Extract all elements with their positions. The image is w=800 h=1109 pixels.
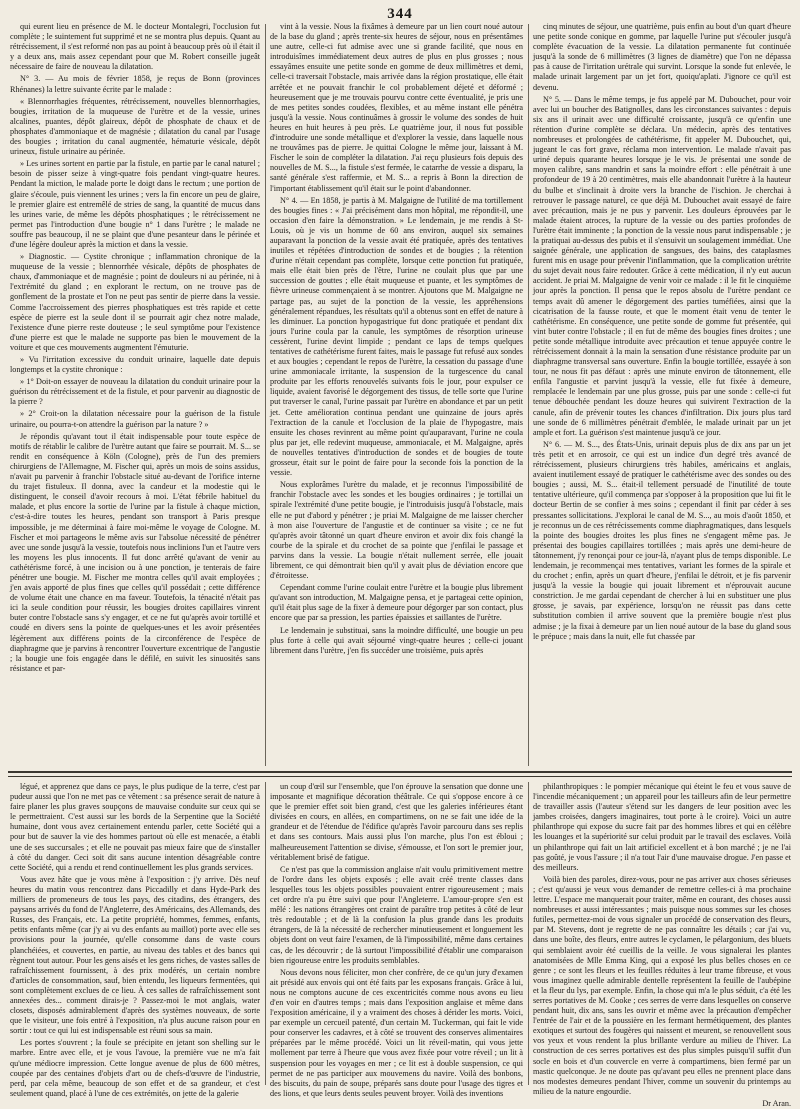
paragraph: légué, et apprenez que dans ce pays, le plus pudique de la terre, c'est par pudeur aussi que l'on ne met pas ce vêtement : sa présence serait de nature à faire planer les plus graves soupçons de mauvaise conduite sur ceux qui se le permettraient. C'est aussi sur les bords de la Serpentine que la Société humaine, dont vous avez certainement entendu parler, cette Société qui a pour but de sauver la vie des hommes partout où elle est menacée, a établi une de ses succursales ; et elle ne pouvait pas mieux faire que de s'installer à côté du danger. Ceci soit dit sans aucune intention désagréable contre cette Société, qui a rendu et rend continuellement les plus grands services.	[10, 782, 260, 872]
bottom-column-3	[533, 782, 791, 1108]
top-column-3	[533, 22, 791, 767]
top-column-1	[10, 22, 260, 767]
top-column-2	[270, 22, 523, 767]
paragraph: Les portes s'ouvrent ; la foule se précipite en jetant son shelling sur le marbre. Entre avec elle, et je vous l'avoue, la première vue ne m'a fait qu'une médiocre impression. Cette longue avenue de plus de 600 mètres, coupée par des centaines d'objets d'art ou de chefs-d'œuvre de l'industrie, perd, par cela même, beaucoup de son effet et de sa grandeur, et c'est seulement quand, placé à l'une de ces extrémités, on jette de la galerie	[10, 1038, 260, 1098]
paragraph: philanthropiques : le pompier mécanique qui éteint le feu et vous sauve de l'incendie mécaniquement ; un appareil pour les tailleurs afin de leur permettre de travailler assis (l'auteur s'étend sur les dangers de leur position avec les jambes croisées, dangers imaginaires, tout porte à le croire). Voici un autre philanthrope qui expose du sucre fait par des hommes libres et qui en célèbre les louanges et la supériorité sur celui produit par le travail des esclaves. Voilà un philanthrope qui fait un lait artificiel excellent et à bon marché ; je ne l'ai pas goûté, je vous l'assure ; il n'a tout l'air d'une mauvaise drogue. J'en passe et des meilleurs.	[533, 782, 791, 872]
paragraph: Nous explorâmes l'urètre du malade, et je reconnus l'impossibilité de franchir l'obstacle avec les sondes et les bougies ordinaires ; je tortillai un spirale l'extrémité d'une petite bougie, je l'introduisis jusqu'à l'obstacle, mais elle ne put d'abord y pénétrer ; je priai M. Malgaigne de me laisser chercher à mon aise l'ouverture de l'angustie et de continuer sa visite ; ce ne fut qu'après avoir tâtonné un quart d'heure environ et avoir dix fois changé la courbe de la spirale et du crochet de sa pointe que j'enfilai le passage et parvins dans la vessie. La bougie n'était nullement serrée, elle jouait librement, ce qui démontrait bien qu'il y avait plus de déviation encore que d'étroitesse.	[270, 480, 523, 581]
column-divider	[265, 24, 266, 766]
page-number: 344	[387, 6, 413, 22]
paragraph: N° 5. — Dans le même temps, je fus appelé par M. Dubouchet, pour voir avec lui un boucher des Batignolles, dans les circonstances suivantes : depuis six ans il urinait avec une difficulté croissante, jusqu'à ce qu'enfin une rétention d'urine complète se déclara. Un médecin, après des tentatives nombreuses et prolongées de cathétérisme, fit appeler M. Dubouchet, qui, jugeant le cas fort grave, réclama mon intervention. Le malade n'avait pas uriné depuis quarante heures lorsque je le vis. Je présentai une sonde de moyen calibre, sans mandrin et sans la moindre effort : elle pénétrait à une profondeur de 19 à 20 centimètres, mais elle abandonnait l'urètre à la hauteur du bulbe et s'inclinait à droite vers la branche de l'ischion. Je cherchai à retrouver le passage naturel, ce que déjà M. Dubouchet avait essayé de faire avec précaution, mais je ne pus y parvenir. Les douleurs éprouvées par le malade étaient atroces, la rupture de la vessie ou des parties profondes de l'urètre était imminente ; la ponction de la vessie nous parut indispensable ; je la pratiquai au-dessus des pubis et il s'ensuivit un soulagement immédiat. Une saignée générale, une application de sangsues, des bains, des cataplasmes furent mis en usage pour prévenir l'inflammation, que la complication urétrite du sujet devait nous faire redouter. Grâce à cette médication, il n'y eut aucun accident. Je priai M. Malgaigne de venir voir ce malade : il le fit le cinquième jour après la ponction. Il pensa que le repos absolu de l'urètre pendant ce temps avait dû amener le dégorgement des parties tuméfiées, ainsi que la cicatrisation de la fausse route, et que le moment était venu de tenter le cathétérisme. En conséquence, une petite sonde de gomme fut présentée, qui vint buter contre l'obstacle ; il en fut de même des bougies fines droites ; une petite sonde métallique introduite avec précaution et tenue appuyée contre le rétrécissement donnait à la main la sensation d'une résistance produite par un diaphragme transversal sans ouverture. Enfin la bougie tortillée, essayée à son tour, ne nous fit pas défaut : après une minute environ de tâtonnement, elle enfila l'angustie et parvint jusqu'à la vessie, elle fut fixée à demeure, remplacée le lendemain par une plus grosse, puis par une sonde : celle-ci fut tenue débouchée pendant les douze heures qui suivirent l'extraction de la canule, afin de prévenir toutes les chances d'infiltration. Dix jours plus tard une sonde de 6 millimètres pénétrait d'emblée, le malade urinait par un jet ample et fort. La guérison s'est maintenue jusqu'à ce jour.	[533, 94, 791, 437]
paragraph: Le lendemain je substituai, sans la moindre difficulté, une bougie un peu plus forte à celle qui avait séjourné vingt-quatre heures ; celle-ci jouant librement dans l'urètre, j'en fis succéder une troisième, puis après	[270, 625, 523, 655]
paragraph: » Diagnostic. — Cystite chronique ; inflammation chronique de la muqueuse de la vessie ; blennorrhée vésicale, dépôts de phosphates de chaux, d'ammoniaque et de magnésie ; point de douleurs ni au périnée, ni à l'extrémité du gland ; en explorant le rectum, on ne trouve pas de gonflement de la prostate et l'on ne peut pas sentir de pierre dans la vessie. Comme l'accroissement des pierres phosphatiques est très rapide et cette espèce de pierre est la seule dont il se pourrait agir chez notre malade, l'existence d'une pierre reste douteuse ; le seul symptôme pour l'existence d'une pierre est que le malade ne supporte pas bien le mouvement de la voiture et que ces mouvements augmentent l'émuturie.	[10, 252, 260, 352]
paragraph: vint à la vessie. Nous la fixâmes à demeure par un lien court noué autour de la base du gland ; après trente-six heures de séjour, nous en présentâmes une autre, celle-ci fut admise avec une si grande facilité, que nous en introduisîmes immédiatement deux autres de plus en plus grosses ; nous essayâmes ensuite une petite sonde en gomme de deux millimètres et demi, celle-ci traversait l'obstacle, mais arrivée dans la région prostatique, elle était arrêtée et ne pouvait franchir le col probablement déjeté et déformé ; heureusement que je me trouvais pourvu contre cette éventualité, je pris une de mes petites sondes coudées, flexibles, et au même instant elle pénétra jusqu'à la vessie. Nous continuâmes à grossir le volume des sondes de huit heures en huit heures à peu près. Le quatrième jour, il nous fut possible d'introduire une sonde métallique et d'explorer la vessie, dans laquelle nous ne trouvâmes pas de pierre. Je quittai Cologne le même jour, laissant à M. Fischer le soin de compléter la dilatation. J'ai reçu plusieurs fois depuis des nouvelles de M. S..., la fistule s'est fermée, le catarrhe de vessie a disparu, la santé générale s'est raffermie, et M. S... a repris à Bonn la direction de l'important établissement qu'il était sur le point d'abandonner.	[270, 22, 523, 193]
paragraph: N° 4. — En 1858, je partis à M. Malgaigne de l'utilité de ma tortillement des bougies fines : « J'ai précisément dans mon hôpital, me répondit-il, une occasion d'en faire la démonstration. » Le lendemain, je me rendis à St-Louis, où je vis un homme de 60 ans environ, auquel six semaines auparavant la ponction de la vessie avait été pratiquée, après des tentatives inutiles et répétées d'introduction de sondes et de bougies ; la rétention d'urine n'était cependant pas complète, lorsque cette ponction fut pratiquée, mais elle était bien près de l'être, l'urine ne coulait plus que par une succession de gouttes ; elle était muqueuse et puante, et les symptômes de fièvre urineuse commençaient à se montrer. Ajoutons que M. Malgaigne ne partage pas, au sujet de la ponction de la vessie, les appréhensions généralement répandues, les résultats qu'il a obtenus sont en effet de nature à les diminuer. La ponction hypogastrique fut donc pratiquée et pendant dix jours l'urine coula par la canule, les symptômes de résorption urineuse cessèrent, l'urine devint limpide ; pendant ce laps de temps quelques tentatives de cathétérisme furent faites, mais le passage fut refusé aux sondes et aux bougies ; cependant le repos de l'urètre, la cessation du passage d'une urine ammoniacale irritante, la suspension de la turgescence du canal produite par les efforts renouvelés suivants fois le jour, pour expulser ce liquide, avaient favorisé le dégorgement des tissus, de telle sorte que l'urine put traverser le canal, l'urine passait par l'urètre en abondance et par un petit jet. Cette amélioration continua pendant une quinzaine de jours après l'extraction de la canule et l'occlusion de la plaie de l'hypogastre, mais ensuite les choses revinrent au même point qu'auparavant, l'urine ne coula plus par jet, elle redevint muqueuse, ammoniacale, et M. Malgaigne, après de nouvelles tentatives d'introduction de sondes et de bougies de toute grosseur, était sur le point de faire pour la seconde fois la ponction de la vessie.	[270, 195, 523, 478]
paragraph: qui eurent lieu en présence de M. le docteur Montalegri, l'occlusion fut complète ; le suintement fut supprimé et ne se montra plus depuis. Quant au rétrécissement, il s'est reformé non pas au point à beaucoup près où il était il y a deux ans, mais assez cependant pour que M. Robert conseille jugeât nécessaire de faire de nouveau la dilatation.	[10, 22, 260, 72]
paragraph: un coup d'œil sur l'ensemble, que l'on éprouve la sensation que donne une imposante et magnifique décoration théâtrale. Ce qui s'oppose encore à ce que le premier effet soit bien grand, c'est que les galeries inférieures étant divisées en cours, en allées, en compartimens, on ne se fait une idée de la grandeur et de l'étendue de l'édifice qu'après l'avoir parcouru dans ses replis et dans ses contours. Mais aussi plus l'on marche, plus l'on est ébloui ; malheureusement l'attention se divise, s'émousse, et l'on sort le premier jour, véritablement brisé de fatigue.	[270, 782, 523, 862]
column-divider	[528, 24, 529, 766]
paragraph: Ce n'est pas que la commission anglaise n'ait voulu primitivement mettre de l'ordre dans les objets exposés ; elle avait créé trente classes dans lesquelles tous les objets possibles pouvaient entrer rigoureusement ; mais cet ordre n'a pu être suivi que pour l'Angleterre. L'amour-propre s'en est mêlé : les nations étrangères ont craint de paraître trop petites à côté de leur très redoutable ; et de là la confusion la plus grande dans les produits étrangers, de là la nécessité de rechercher minutieusement et longuement les objets dont on veut faire l'examen, de là l'impossibilité, même dans certaines cas, de les découvrir ; de là surtout l'impossibilité d'établir une comparaison bien rigoureuse entre les produits semblables.	[270, 864, 523, 965]
paragraph: » 2° Croit-on la dilatation nécessaire pour la guérison de la fistule urinaire, ou pourra-t-on attendre la guérison par la nature ? »	[10, 409, 260, 429]
bottom-column-1	[10, 782, 260, 1098]
author-signature: Dr Aran.	[762, 1098, 791, 1108]
paragraph: Je répondis qu'avant tout il était indispensable pour toute espèce de motifs de rétablir le calibre de l'urètre autant que faire se pourrait. M. S... se rendit en conséquence à Köln (Cologne), près de l'un des premiers chirurgiens de l'Allemagne, M. Fischer qui, après un mois de soins assidus, n'avait pu parvenir à franchir l'obstacle situé au-devant de l'orifice interne du trajet fistuleux. Il donna, avec la candeur et la modestie qui le distinguent, le conseil d'avoir recours à moi. L'état fébrile habituel du malade, et plus encore la sortie de l'urine par la fistule à chaque miction, c'est-à-dire toutes les heures, pendant son transport à Paris presque impossible, je me déterminai à faire moi-même le voyage de Cologne. M. Fischer et moi partageons le même avis sur l'absolue nécessité de pénétrer avec une sonde jusqu'à la vessie, toutefois nous inclinions l'un et l'autre vers les moyens les plus innocents. Il fut donc arrêté qu'avant de venir au cathétérisme forcé, à une incision ou à une ponction, je tenterais de faire pénétrer une bougie. M. Fischer me montra celles qu'il avait employées ; j'en avais apporté de plus fines que celles qu'il possédait ; cette différence de volume était une chance en ma faveur. Toutefois, la ténacité n'était pas ici la seule condition pour réussir, les bougies droites capillaires vinrent buter contre l'obstacle sans s'y engager, et ce ne fut qu'après avoir tortillé et coudé en divers sens la pointe de quelques-unes et les avoir présentées légèrement aux différens points de la circonférence de l'espèce de diaphragme que je parvins à rencontrer l'ouverture excentrique de l'angustie ; la bougie une fois engagée dans le défilé, en suivit les sinuosités sans résistance et par-	[10, 431, 260, 673]
paragraph: Voilà bien des paroles, direz-vous, pour ne pas arriver aux choses sérieuses ; c'est qu'aussi je veux vous demander de remettre celles-ci à ma prochaine lettre. L'espace me manquerait pour traiter, même en courant, des choses aussi nombreuses et aussi intéressantes ; mais puisque nous sommes sur les choses futiles, permettez-moi de vous signaler un procédé de conservation des fleurs, par M. Stevens, dont je regrette de ne pas connaître les détails ; car j'ai vu, dans une boîte, des fleurs, entre autres le cyclamen, le pélargonium, des bluets qui semblaient avoir été cueillis de la veille. Je vous signalerai les plantes anatomisées de Mlle Emma King, qui a exposé les plus belles choses en ce genre ; ce sont les fleurs et les feuilles réduites à leur trame fibreuse, et vous vous imaginez quelle admirable dentelle représentent la feuille de l'aubépine et la fleur du lys, par exemple. Enfin, la chose qui m'a le plus séduit, c'a été les serres portatives de M. Cooke ; ces serres de verre dans lesquelles on conserve pendant huit, dix ans, sans les ouvrir et même avec la précaution d'empêcher l'entrée de l'air et de la poussière en les fermant hermétiquement, des plantes exotiques et surtout des fougères qui naissent et meurent, se renouvellent sous vos yeux et vous rendent la plus brillante verdure au milieu de l'hiver. La construction de ces serres portatives est des plus simples puisqu'il suffit d'un socle en bois et d'un couvercle en verre à compartimens, bien fermé par un mastic quelconque. Je ne doute pas qu'avant peu elles ne prennent place dans nos modestes demeures pendant l'hiver, comme un souvenir du printemps au milieu de la nature engourdie.	[533, 874, 791, 1096]
paragraph: N° 6. — M. S..., des États-Unis, urinait depuis plus de dix ans par un jet très petit et en arrosoir, ce qui est un indice d'un degré très avancé de rétrécissement, plusieurs chirurgiens très habiles, américains et anglais, avaient inutilement essayé de pratiquer le cathétérisme avec des sondes ou des bougies ; aussi, M. S... était-il tellement persuadé de l'inutilité de toute tentative ultérieure, qu'il commença par s'opposer à la proposition que lui fit le docteur Bertin de se confier à mes soins ; cependant il finit par céder à ses pressantes sollicitations. J'explorai le canal de M. S..., au mois d'août 1850, et je reconnus un de ces rétrécissements comme diaphragmatiques, dans lesquels la pointe des bougies droites les plus fines ne s'engagent même pas. Je présentai des bougies capillaires tortillées ; mais après une demi-heure de tâtonnement, j'y renonçai pour ce jour-là, n'ayant plus de temps disponible. Le lendemain, je recommençai mes tentatives, variant les formes de la spirale et du crochet ; enfin, après un quart d'heure, j'enfilai le détroit, et je fis parvenir jusqu'à la vessie la bougie qui jouait librement et n'éprouvait aucune constriction. Je me gardai cependant de chercher à lui en substituer une plus grosse, je savais, par expérience, lorsqu'on ne réussit pas dans cette substitution combien il arrive souvent que la première bougie n'est plus admise ; je la fixai à demeure par un lien noué autour de la base du gland sous le prépuce ; mais dans la nuit, elle fut chassée par	[533, 439, 791, 641]
bottom-column-2	[270, 782, 523, 1098]
column-divider	[265, 782, 266, 1085]
column-divider	[528, 782, 529, 1085]
paragraph: » 1° Doit-on essayer de nouveau la dilatation du conduit urinaire pour la guérison du rétrécissement et de la fistule, et pour parvenir au diagnostic de la pierre ?	[10, 377, 260, 407]
paragraph: Nous devons nous féliciter, mon cher confrère, de ce qu'un jury d'examen ait présidé aux envois qui ont été faits par les exposans français. Grâce à lui, nous ne comptons aucune de ces excentricités comme nous avons eu lieu d'en voir en d'autres temps ; mais dans l'exposition anglaise et même dans l'exposition américaine, il y a vraiment des choses à dérider les morts. Voici, par exemple un cercueil patenté, d'un certain M. Tuckerman, qui fait le vide pour conserver les cadavres, et à côté se trouvent des conserves alimentaires préparées par le même procédé. Voici un lit réveil-matin, qui vous jette mollement par terre à l'heure que vous avez fixée pour votre réveil ; un lit à suspension pour les voyages en mer ; ce lit est à double suspension, ce qui permet de ne pas participer aux mouvemens du navire. Voilà des bonbons, des biscuits, du pain de soupe, préparés sans doute pour l'usage des tigres et des lions, et que leurs dents seules peuvent broyer. Voilà des inventions	[270, 967, 523, 1098]
section-divider	[8, 771, 792, 777]
paragraph: N° 3. — Au mois de février 1858, je reçus de Bonn (provinces Rhénanes) la lettre suivante écrite par le malade :	[10, 74, 260, 94]
paragraph: cinq minutes de séjour, une quatrième, puis enfin au bout d'un quart d'heure une petite sonde conique en gomme, par laquelle l'urine put s'écouler jusqu'à complète évacuation de la vessie. La dilatation permanente fut continuée jusqu'à la sonde de 6 millimètres (3 lignes de diamètre) que l'on ne dépassa pas à cause de l'irritation urétrale qui survint. Lorsque la sonde fut enlevée, le malade urinait largement par un jet fort, quoiqu'aplati. J'ignore ce qu'il est devenu.	[533, 22, 791, 92]
paragraph: » Les urines sortent en partie par la fistule, en partie par le canal naturel ; besoin de pisser seize à vingt-quatre fois pendant vingt-quatre heures. Pendant la miction, le malade porte le doigt dans le rectum ; une portion de glaire s'écoule, puis viennent les urines ; vers la fin encore un peu de glaire, le premier glaire est entremêlé de stries de sang, la quantité de mucus dans les urines varie, de même les dépôts phosphatiques ; le rétrécissement ne permet pas l'introduction d'une bougie n° 1 dans l'urètre ; le malade ne souffre pas beaucoup, il ne se plaint que d'une pesanteur dans le périnée et d'une légère douleur après la miction et dans la vessie.	[10, 159, 260, 249]
paragraph: » Vu l'irritation excessive du conduit urinaire, laquelle date depuis longtemps et la cystite chronique :	[10, 355, 260, 375]
paragraph: « Blennorrhagies fréquentes, rétrécissement, nouvelles blennorrhagies, bougies, irritation de la muqueuse de l'urètre et de la vessie, urines alcalines, puantes, dépôt glaireux, dépôt de phosphate de chaux et de phosphates d'ammoniaque et de magnésie ; dilatation du canal par l'usage des bougies ; irritation du canal augmentée, hématurie vésicale, dépôt urineux, fistule urinaire au périnée.	[10, 96, 260, 157]
paragraph: Cependant comme l'urine coulait entre l'urètre et la bougie plus librement qu'avant son introduction, M. Malgaigne pensa, et je partageai cette opinion, qu'il était plus sage de la fixer à demeure pour dégorger par son contact, plus encore que par sa pression, les parties épaissies et saillantes de l'urètre.	[270, 583, 523, 623]
paragraph: Vous avez hâte que je vous mène à l'exposition : j'y arrive. Dès neuf heures du matin vous rencontrez dans Piccadilly et dans Hyde-Park des milliers de promeneurs de tous les pays, des citadins, des étrangers, des paysans arrivés du fond de l'Angleterre, des Américains, des Allemands, des Russes, des Français, etc. La petite propriété, hommes, femmes, enfants, petits enfants même (car j'y ai vu des enfants au maillot) porte avec elle ses provisions pour la journée, qu'elle consomme dans de vaste cours planchéiées, et couvertes, en partie, au niveau des tables et des bancs qui règnent tout autour. Pour les gens aisés et les gens riches, de vastes salles de rafraîchissement fournissent, à des prix modérés, un certain nombre d'articles de consommation, sauf, bien entendu, les liqueurs fermentées, qui sont complètement exclues de ce lieu. À ces salles de rafraîchissement sont annexées des... comment dirais-je ? Passez-moi le mot anglais, water closets, disposés admirablement d'après des systèmes nouveaux, de sorte que le visiteur, une fois entré à l'exposition, n'a plus aucune raison pour en sortir : tout ce qui lui est indispensable est réuni sous sa main.	[10, 874, 260, 1036]
